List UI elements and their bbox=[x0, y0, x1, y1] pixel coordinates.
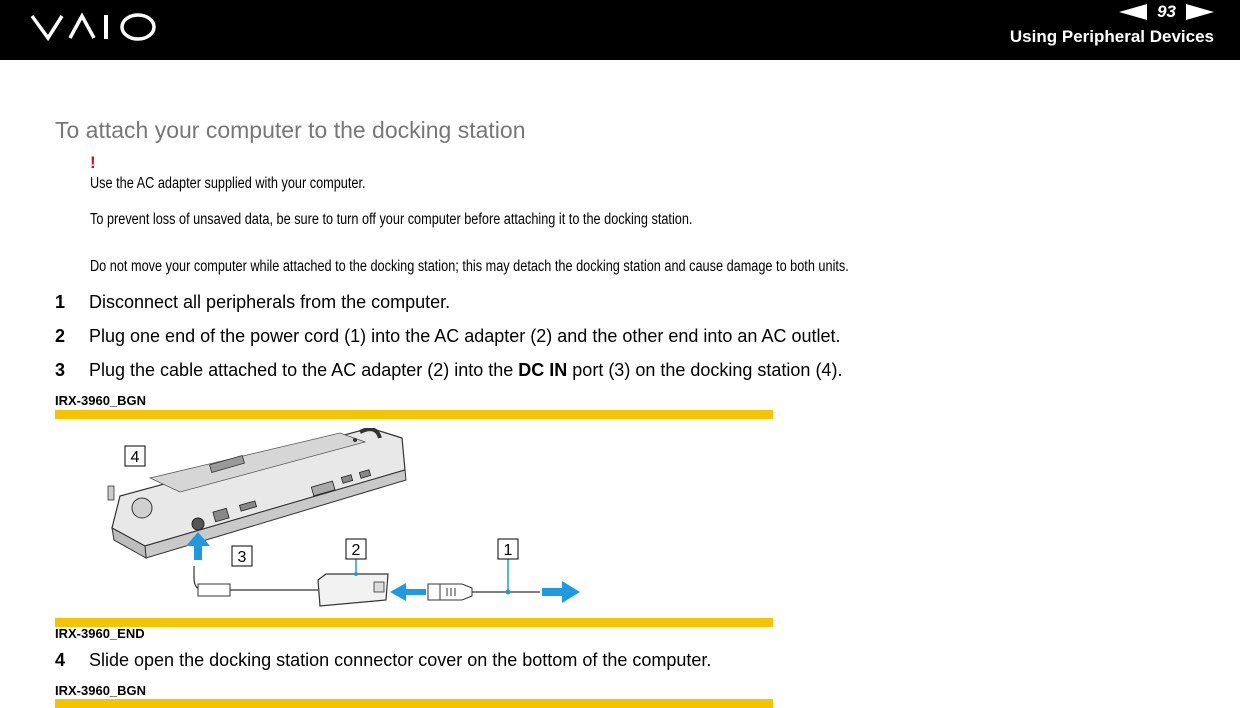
marker-bar bbox=[55, 699, 773, 708]
marker-end-label: IRX-3960_END bbox=[55, 626, 145, 641]
marker-bar bbox=[55, 410, 773, 419]
ac-adapter bbox=[318, 556, 388, 606]
section-title: Using Peripheral Devices bbox=[1009, 27, 1214, 46]
warning-note: Use the AC adapter supplied with your computer. bbox=[90, 175, 366, 192]
warning-icon: ! bbox=[90, 153, 96, 172]
svg-text:1: 1 bbox=[503, 542, 513, 559]
callout-4 bbox=[125, 446, 145, 466]
triangle-left-icon[interactable] bbox=[1119, 4, 1147, 20]
svg-text:3: 3 bbox=[237, 549, 247, 566]
power-cord bbox=[428, 556, 540, 600]
marker-begin-label: IRX-3960_BGN bbox=[55, 393, 147, 408]
warning-note: To prevent loss of unsaved data, be sure to turn off your computer before attaching it to the docking station. bbox=[90, 211, 693, 228]
page-number: 93 bbox=[1157, 2, 1176, 21]
page-heading: To attach your computer to the docking station bbox=[55, 117, 526, 143]
connect-arrow bbox=[390, 583, 426, 601]
step-number: 2 bbox=[55, 326, 66, 346]
marker-bar bbox=[55, 618, 773, 627]
marker-begin-label: IRX-3960_BGN bbox=[55, 683, 147, 698]
triangle-right-icon[interactable] bbox=[1186, 4, 1214, 20]
vaio-logo bbox=[30, 10, 160, 44]
step-text-part: port (3) on the docking station (4). bbox=[567, 360, 843, 380]
warning-note: Do not move your computer while attached to the docking station; this may detach the docking station and cause damage to both units. bbox=[90, 258, 849, 275]
step-text-part: Plug the cable attached to the AC adapter (2) into the bbox=[89, 360, 519, 380]
callout-2 bbox=[346, 539, 366, 559]
step-text: Slide open the docking station connector cover on the bottom of the computer. bbox=[89, 650, 712, 670]
step-text bbox=[89, 360, 842, 381]
page-header bbox=[0, 0, 1240, 60]
step-number: 3 bbox=[55, 360, 66, 380]
callout-3 bbox=[232, 546, 252, 566]
dc-cable bbox=[194, 566, 318, 596]
callout-1 bbox=[498, 539, 518, 559]
svg-text:2: 2 bbox=[351, 542, 361, 559]
step-text: Disconnect all peripherals from the computer. bbox=[89, 292, 451, 312]
outlet-arrow bbox=[542, 581, 580, 603]
docking-station-figure bbox=[90, 428, 590, 618]
step-number: 4 bbox=[55, 650, 66, 670]
step-text: Plug one end of the power cord (1) into the AC adapter (2) and the other end into an AC outlet. bbox=[89, 326, 841, 346]
page-navigation bbox=[1119, 0, 1214, 24]
step-number: 1 bbox=[55, 292, 66, 312]
svg-text:4: 4 bbox=[130, 449, 140, 466]
port-name: DC IN bbox=[518, 360, 568, 380]
